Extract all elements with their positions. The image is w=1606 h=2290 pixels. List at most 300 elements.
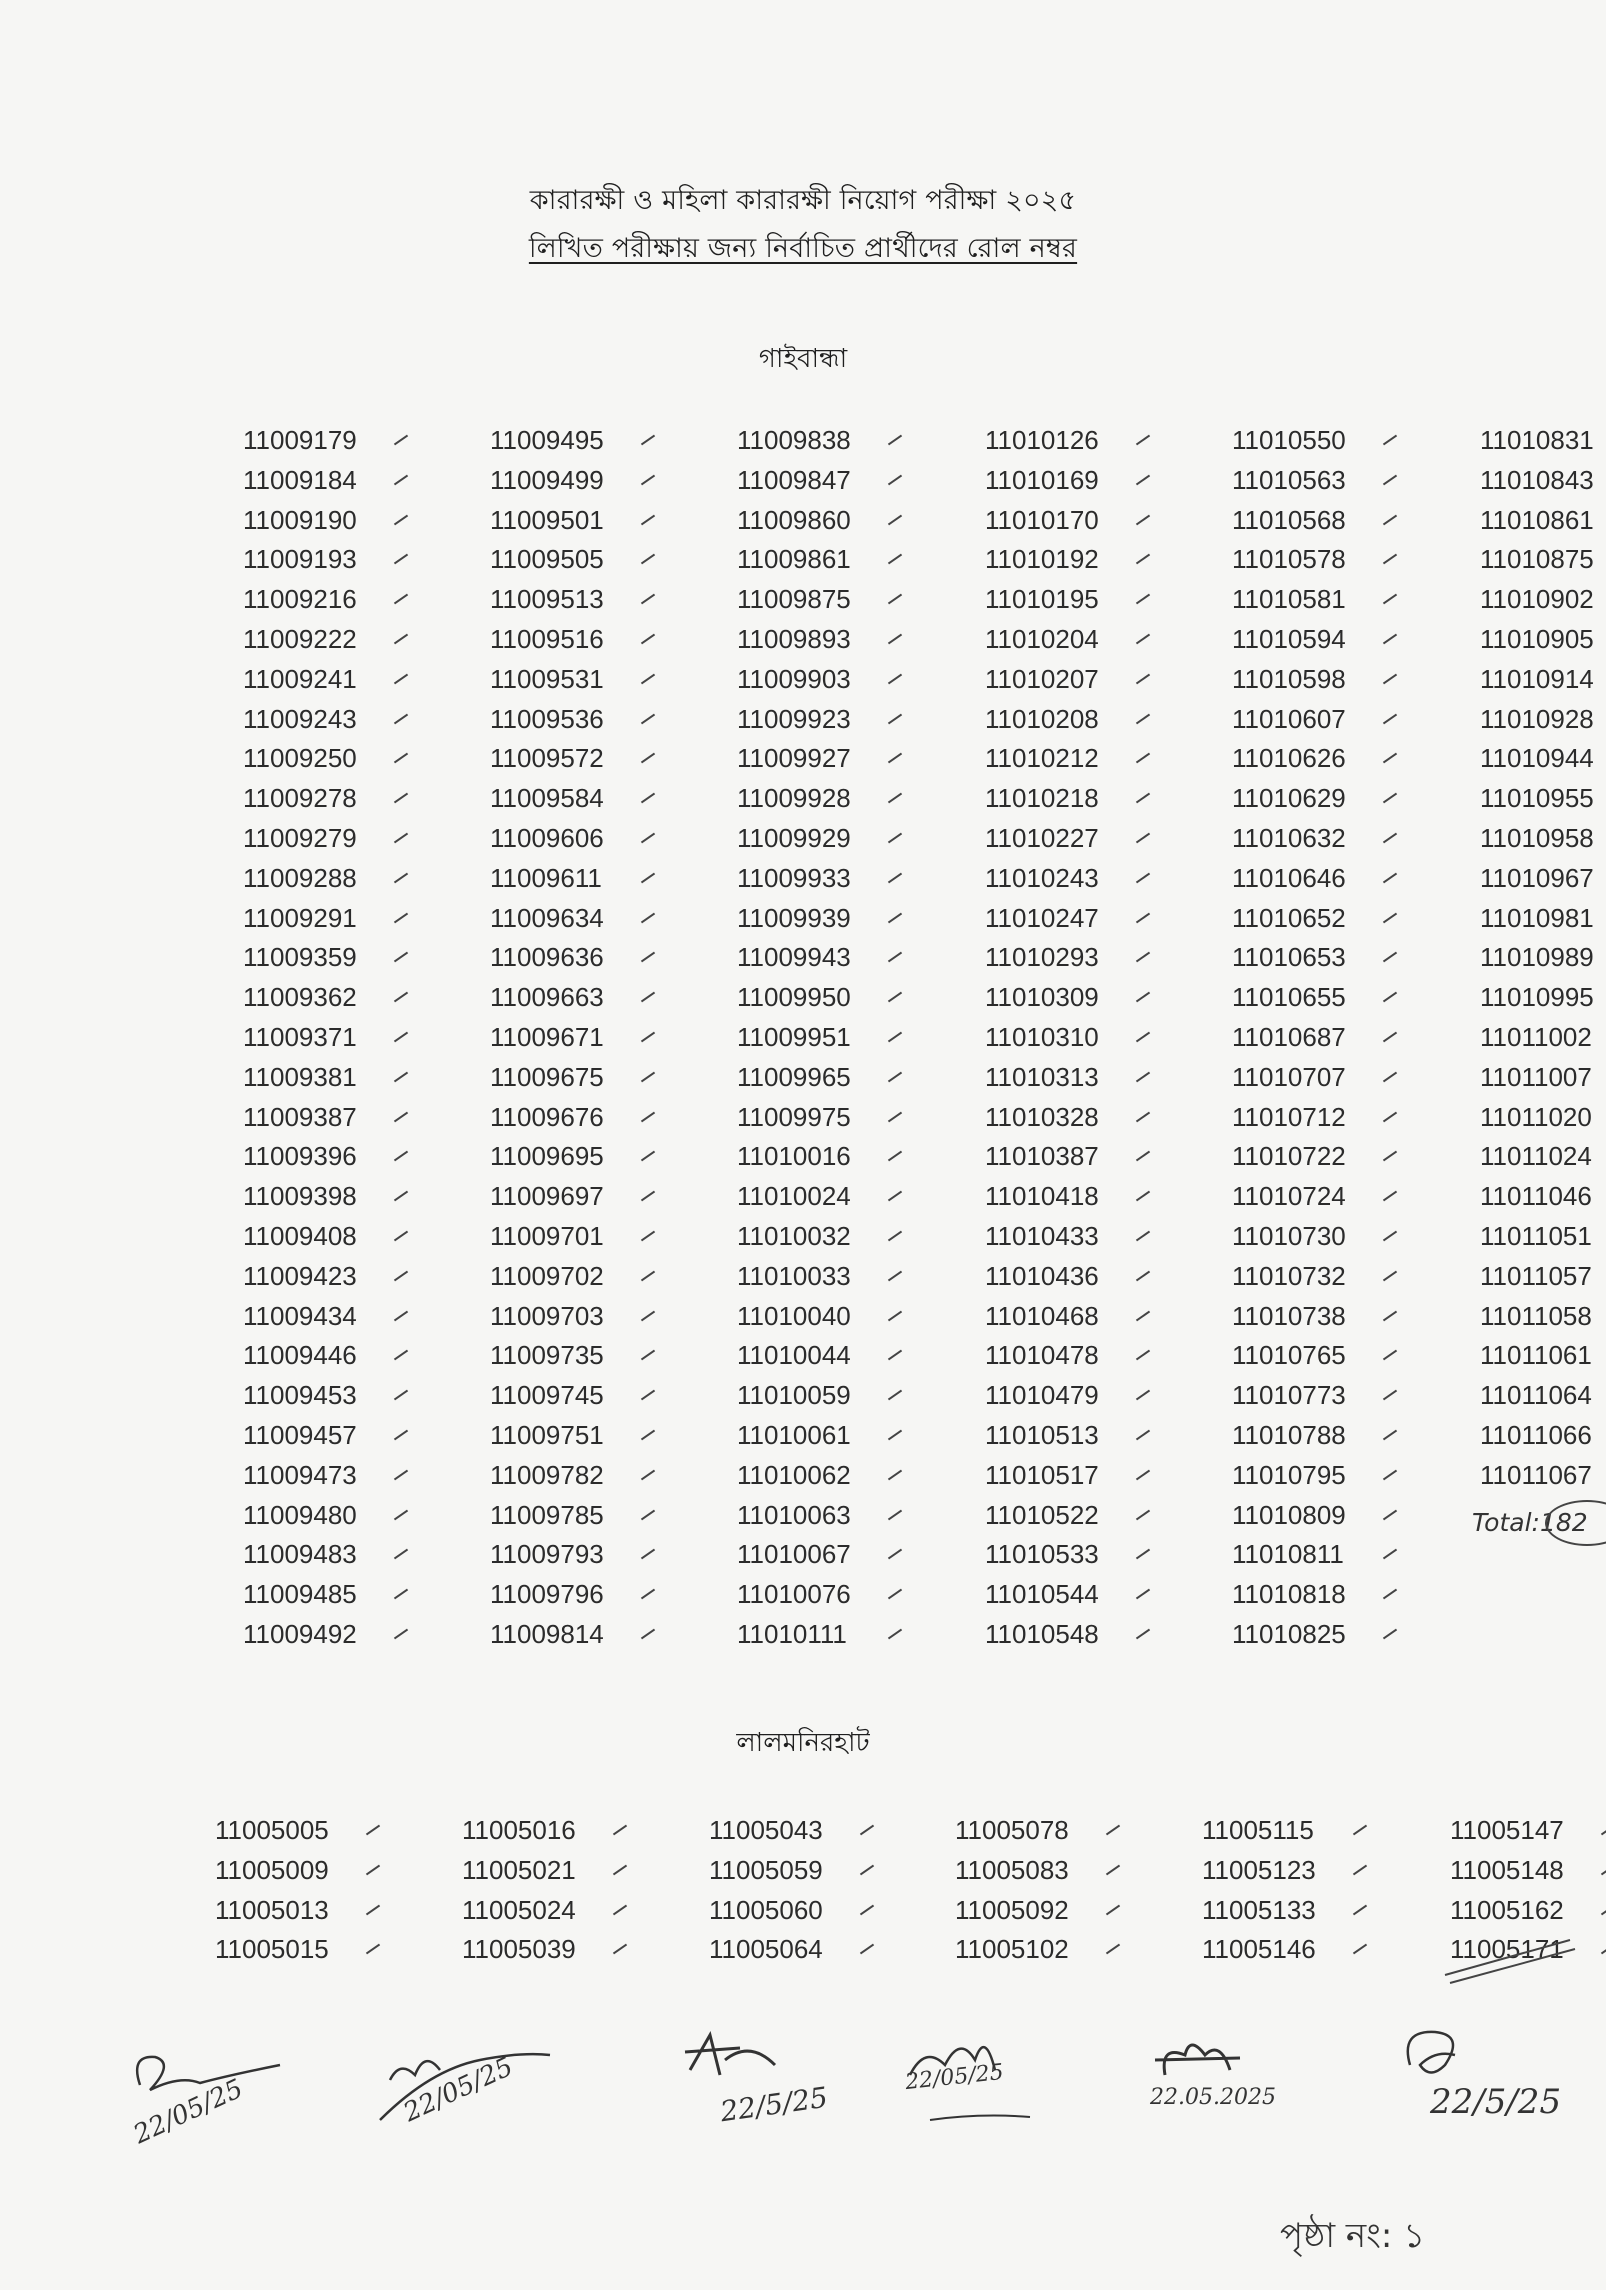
roll-number: 11009860 [737,504,851,535]
roll-number: 11010522 [985,1499,1099,1530]
check-tick-mark [394,1629,408,1640]
check-tick-mark [1136,912,1150,923]
roll-number: 11010732 [1232,1260,1346,1291]
roll-number: 11009903 [737,663,851,694]
check-tick-mark [1136,872,1150,883]
check-tick-mark [613,1904,627,1915]
roll-number: 11010581 [1232,584,1346,615]
roll-number: 11009278 [243,783,357,814]
roll-number: 11009531 [490,663,604,694]
handwritten-signature-3 [680,2030,820,2090]
check-tick-mark [1106,1864,1120,1875]
roll-number: 11010479 [985,1380,1099,1411]
signature-4-date: 22/05/25 [903,2059,1005,2096]
check-tick-mark [613,1825,627,1836]
roll-number: 11005123 [1202,1854,1316,1885]
check-tick-mark [641,1469,655,1480]
check-tick-mark [1136,594,1150,605]
check-tick-mark [860,1825,874,1836]
check-tick-mark [1136,1270,1150,1281]
roll-number: 11005024 [462,1894,576,1925]
roll-number: 11009457 [243,1420,357,1450]
check-tick-mark [394,1270,408,1281]
check-tick-mark [888,1589,902,1600]
check-tick-mark [641,673,655,684]
roll-number: 11009250 [243,743,357,774]
check-tick-mark [1383,634,1397,645]
roll-number: 11009847 [737,464,851,495]
roll-number: 11011066 [1480,1420,1592,1450]
check-tick-mark [888,1469,902,1480]
document-title: কারারক্ষী ও মহিলা কারারক্ষী নিয়োগ পরীক্ষা ২০২৫ [529,185,1077,216]
check-tick-mark [641,1390,655,1401]
check-tick-mark [394,753,408,764]
check-tick-mark [613,1864,627,1875]
roll-number: 11009536 [490,703,604,734]
check-tick-mark [1383,793,1397,804]
roll-number: 11010944 [1480,743,1594,774]
check-tick-mark [1383,1310,1397,1321]
roll-number: 11009611 [490,862,602,893]
roll-number: 11010032 [737,1221,851,1251]
roll-number: 11010468 [985,1300,1099,1331]
roll-number: 11010204 [985,624,1099,654]
check-tick-mark [641,1430,655,1441]
check-tick-mark [641,634,655,645]
check-tick-mark [1383,1390,1397,1401]
roll-number: 11009501 [490,504,604,535]
signature-6 [1390,2020,1562,2122]
roll-number: 11010243 [985,862,1099,893]
roll-number: 11010067 [737,1539,851,1570]
roll-number: 11010328 [985,1101,1099,1132]
check-tick-mark [641,554,655,565]
check-tick-mark [1136,833,1150,844]
roll-number: 11010967 [1480,862,1594,893]
check-tick-mark [641,474,655,485]
roll-number: 11010016 [737,1141,851,1172]
roll-number: 11009190 [243,504,357,535]
roll-number: 11009480 [243,1499,357,1530]
roll-number: 11009387 [243,1101,357,1132]
check-tick-mark [366,1944,380,1955]
check-tick-mark [1383,1350,1397,1361]
roll-number: 11009495 [490,425,604,455]
handwritten-signature-6 [1390,2020,1530,2090]
roll-number: 11005005 [215,1815,329,1845]
roll-number: 11005059 [709,1854,823,1885]
check-tick-mark [888,1390,902,1401]
roll-number: 11005043 [709,1815,823,1845]
roll-number: 11010247 [985,902,1099,933]
check-tick-mark [641,1071,655,1082]
check-tick-mark [888,634,902,645]
roll-number: 11010387 [985,1141,1099,1172]
check-tick-mark [1136,1032,1150,1043]
roll-number: 11009184 [243,464,357,495]
check-tick-mark [860,1904,874,1915]
check-tick-mark [888,474,902,485]
roll-number: 11010024 [737,1181,851,1212]
check-tick-mark [1136,992,1150,1003]
roll-number: 11010914 [1480,663,1594,694]
roll-number: 11010795 [1232,1459,1346,1490]
check-tick-mark [1383,435,1397,446]
check-tick-mark [1136,1629,1150,1640]
roll-number: 11009951 [737,1022,851,1052]
check-tick-mark [888,1310,902,1321]
roll-number: 11009423 [243,1260,357,1291]
check-tick-mark [888,833,902,844]
roll-number: 11009434 [243,1300,357,1331]
roll-number: 11009453 [243,1380,357,1411]
roll-number: 11005146 [1202,1934,1316,1965]
roll-number: 11009371 [243,1022,357,1052]
check-tick-mark [1136,514,1150,525]
check-tick-mark [1106,1825,1120,1836]
roll-number: 11009943 [737,942,851,973]
check-tick-mark [888,713,902,724]
check-tick-mark [641,1231,655,1242]
roll-number: 11010626 [1232,743,1346,774]
roll-number: 11009793 [490,1539,604,1570]
check-tick-mark [1136,1469,1150,1480]
roll-number: 11011046 [1480,1181,1592,1212]
check-tick-mark [1106,1904,1120,1915]
roll-number: 11009965 [737,1061,851,1092]
roll-number: 11010544 [985,1579,1099,1610]
check-tick-mark [641,1310,655,1321]
roll-number: 11010981 [1480,902,1594,933]
check-tick-mark [1383,1191,1397,1202]
roll-number: 11009446 [243,1340,357,1371]
check-tick-mark [1383,1270,1397,1281]
check-tick-mark [1383,1629,1397,1640]
check-tick-mark [394,1191,408,1202]
roll-number: 11011020 [1480,1101,1592,1132]
roll-number: 11009933 [737,862,851,893]
check-tick-mark [641,753,655,764]
roll-number: 11010594 [1232,624,1346,654]
roll-number: 11005171 [1450,1934,1564,1965]
check-tick-mark [394,1549,408,1560]
check-tick-mark [1136,713,1150,724]
check-tick-mark [641,1270,655,1281]
check-tick-mark [394,554,408,565]
roll-number: 11009359 [243,942,357,973]
check-tick-mark [641,1032,655,1043]
roll-number: 11005078 [955,1815,1069,1845]
roll-number: 11009702 [490,1260,604,1291]
roll-number: 11009179 [243,425,357,455]
check-tick-mark [1383,713,1397,724]
roll-number: 11005115 [1202,1815,1314,1845]
check-tick-mark [888,1509,902,1520]
roll-number: 11009923 [737,703,851,734]
check-tick-mark [394,1231,408,1242]
check-tick-mark [1383,952,1397,963]
check-tick-mark [1383,1469,1397,1480]
roll-number: 11010809 [1232,1499,1346,1530]
roll-number: 11009381 [243,1061,357,1092]
check-tick-mark [860,1864,874,1875]
roll-number: 11010629 [1232,783,1346,814]
roll-number: 11009838 [737,425,851,455]
check-tick-mark [1383,912,1397,923]
roll-number: 11010995 [1480,982,1594,1013]
check-tick-mark [1383,1509,1397,1520]
check-tick-mark [394,912,408,923]
roll-number: 11009505 [490,544,604,575]
roll-number: 11010309 [985,982,1099,1013]
roll-number: 11009483 [243,1539,357,1570]
check-tick-mark [860,1944,874,1955]
roll-number: 11009584 [490,783,604,814]
document-subtitle: লিখিত পরীক্ষায় জন্য নির্বাচিত প্রার্থীদের রোল নম্বর [528,233,1078,264]
roll-number: 11010513 [985,1420,1099,1450]
roll-number: 11009243 [243,703,357,734]
check-tick-mark [888,1071,902,1082]
check-tick-mark [1136,634,1150,645]
roll-number: 11010928 [1480,703,1594,734]
roll-number: 11005147 [1450,1815,1564,1845]
signature-4 [900,2025,1060,2099]
roll-number: 11009473 [243,1459,357,1490]
roll-number: 11010195 [985,584,1099,615]
check-tick-mark [394,435,408,446]
roll-number: 11005021 [462,1854,576,1885]
roll-number: 11011051 [1480,1221,1592,1251]
roll-number: 11009861 [737,544,851,575]
total-note: Total:182 [1472,1508,1588,1537]
check-tick-mark [888,1549,902,1560]
check-tick-mark [888,793,902,804]
roll-number: 11010433 [985,1221,1099,1251]
check-tick-mark [1383,1231,1397,1242]
roll-number: 11010905 [1480,624,1594,654]
check-tick-mark [888,1270,902,1281]
roll-number: 11010126 [985,425,1099,455]
roll-number: 11005133 [1202,1894,1316,1925]
roll-number: 11010902 [1480,584,1594,615]
check-tick-mark [1136,1111,1150,1122]
roll-number: 11010652 [1232,902,1346,933]
roll-number: 11009634 [490,902,604,933]
check-tick-mark [1383,554,1397,565]
signature-3-date: 22/5/25 [718,2080,830,2129]
check-tick-mark [1136,1549,1150,1560]
check-tick-mark [394,1071,408,1082]
roll-number: 11009950 [737,982,851,1013]
check-tick-mark [1136,474,1150,485]
check-tick-mark [394,793,408,804]
signature-5 [1150,2030,1290,2110]
check-tick-mark [394,1430,408,1441]
handwritten-signature-5 [1150,2030,1290,2090]
page-number: পৃষ্ঠা নং: ১ [1280,2216,1426,2256]
roll-number: 11010207 [985,663,1099,694]
roll-number: 11009875 [737,584,851,615]
check-tick-mark [613,1944,627,1955]
roll-number: 11009814 [490,1619,604,1649]
check-tick-mark [1383,474,1397,485]
roll-number: 11005064 [709,1934,823,1965]
roll-number: 11009751 [490,1420,604,1450]
check-tick-mark [888,594,902,605]
roll-number: 11010062 [737,1459,851,1490]
check-tick-mark [888,1629,902,1640]
check-tick-mark [1383,1151,1397,1162]
check-tick-mark [394,1509,408,1520]
roll-number: 11010722 [1232,1141,1346,1172]
roll-number: 11005060 [709,1894,823,1925]
check-tick-mark [394,1310,408,1321]
roll-number: 11009572 [490,743,604,774]
check-tick-mark [394,1111,408,1122]
check-tick-mark [888,1111,902,1122]
roll-number: 11009676 [490,1101,604,1132]
roll-number: 11005013 [215,1894,329,1925]
roll-number: 11010059 [737,1380,851,1411]
roll-number: 11010548 [985,1619,1099,1649]
check-tick-mark [888,1191,902,1202]
check-tick-mark [888,952,902,963]
check-tick-mark [1106,1944,1120,1955]
check-tick-mark [641,1589,655,1600]
check-tick-mark [1383,1032,1397,1043]
check-tick-mark [394,1032,408,1043]
check-tick-mark [394,952,408,963]
check-tick-mark [394,634,408,645]
check-tick-mark [641,1629,655,1640]
check-tick-mark [394,713,408,724]
check-tick-mark [1136,435,1150,446]
roll-number: 11010170 [985,504,1099,535]
check-tick-mark [1136,554,1150,565]
total-circle-mark [1545,1500,1606,1546]
roll-number: 11009928 [737,783,851,814]
roll-number: 11010212 [985,743,1099,774]
check-tick-mark [394,1390,408,1401]
roll-number: 11009703 [490,1300,604,1331]
check-tick-mark [394,474,408,485]
roll-number: 11009398 [243,1181,357,1212]
check-tick-mark [1136,1151,1150,1162]
roll-number: 11011007 [1480,1061,1592,1092]
check-tick-mark [641,514,655,525]
roll-number: 11011058 [1480,1300,1592,1331]
roll-number: 11010533 [985,1539,1099,1570]
check-tick-mark [888,514,902,525]
roll-number: 11009636 [490,942,604,973]
check-tick-mark [641,1350,655,1361]
roll-number: 11010310 [985,1022,1099,1052]
check-tick-mark [1383,1589,1397,1600]
roll-number: 11010044 [737,1340,851,1371]
roll-number: 11009893 [737,624,851,654]
check-tick-mark [888,753,902,764]
roll-number: 11005092 [955,1894,1069,1925]
roll-number: 11010598 [1232,663,1346,694]
check-tick-mark [366,1864,380,1875]
check-tick-mark [641,872,655,883]
check-tick-mark [888,1430,902,1441]
check-tick-mark [641,1111,655,1122]
check-tick-mark [1136,1390,1150,1401]
roll-number: 11010958 [1480,823,1594,853]
check-tick-mark [1601,1864,1606,1875]
check-tick-mark [394,992,408,1003]
roll-number: 11009697 [490,1181,604,1212]
roll-number: 11009288 [243,862,357,893]
signature-3 [680,2030,830,2129]
roll-number: 11009193 [243,544,357,575]
check-tick-mark [1383,753,1397,764]
check-tick-mark [1383,1071,1397,1082]
roll-number: 11010563 [1232,464,1346,495]
check-tick-mark [641,952,655,963]
check-tick-mark [1136,1430,1150,1441]
roll-number: 11010687 [1232,1022,1346,1052]
check-tick-mark [394,872,408,883]
check-tick-mark [888,992,902,1003]
roll-number: 11009279 [243,823,357,853]
check-tick-mark [1136,1350,1150,1361]
roll-number: 11009929 [737,823,851,853]
roll-number: 11005015 [215,1934,329,1965]
roll-number: 11005162 [1450,1894,1564,1925]
check-tick-mark [1136,753,1150,764]
check-tick-mark [888,673,902,684]
roll-number: 11010875 [1480,544,1594,575]
roll-number: 11005016 [462,1815,576,1845]
check-tick-mark [394,514,408,525]
check-tick-mark [1383,514,1397,525]
check-tick-mark [1383,1111,1397,1122]
roll-number: 11005083 [955,1854,1069,1885]
roll-number: 11010040 [737,1300,851,1331]
roll-number: 11009939 [737,902,851,933]
roll-number: 11010788 [1232,1420,1346,1450]
check-tick-mark [394,1350,408,1361]
roll-number: 11005039 [462,1934,576,1965]
check-tick-mark [888,1350,902,1361]
check-tick-mark [641,793,655,804]
roll-number: 11009671 [490,1022,604,1052]
district-heading-lalmonirhat: লালমনিরহাট [736,1728,870,1758]
roll-number: 11010607 [1232,703,1346,734]
roll-number: 11009675 [490,1061,604,1092]
check-tick-mark [888,1231,902,1242]
check-tick-mark [1383,1549,1397,1560]
roll-number: 11010825 [1232,1619,1346,1649]
check-tick-mark [394,1469,408,1480]
roll-number: 11010712 [1232,1101,1346,1132]
check-tick-mark [1136,1509,1150,1520]
check-tick-mark [366,1825,380,1836]
check-tick-mark [1353,1904,1367,1915]
check-tick-mark [888,554,902,565]
check-tick-mark [641,435,655,446]
roll-number: 11011067 [1480,1459,1592,1490]
roll-number: 11009408 [243,1221,357,1251]
roll-number: 11010033 [737,1260,851,1291]
roll-number: 11010578 [1232,544,1346,575]
roll-number: 11010478 [985,1340,1099,1371]
roll-number: 11009362 [243,982,357,1013]
roll-number: 11010818 [1232,1579,1346,1610]
roll-number: 11010646 [1232,862,1346,893]
